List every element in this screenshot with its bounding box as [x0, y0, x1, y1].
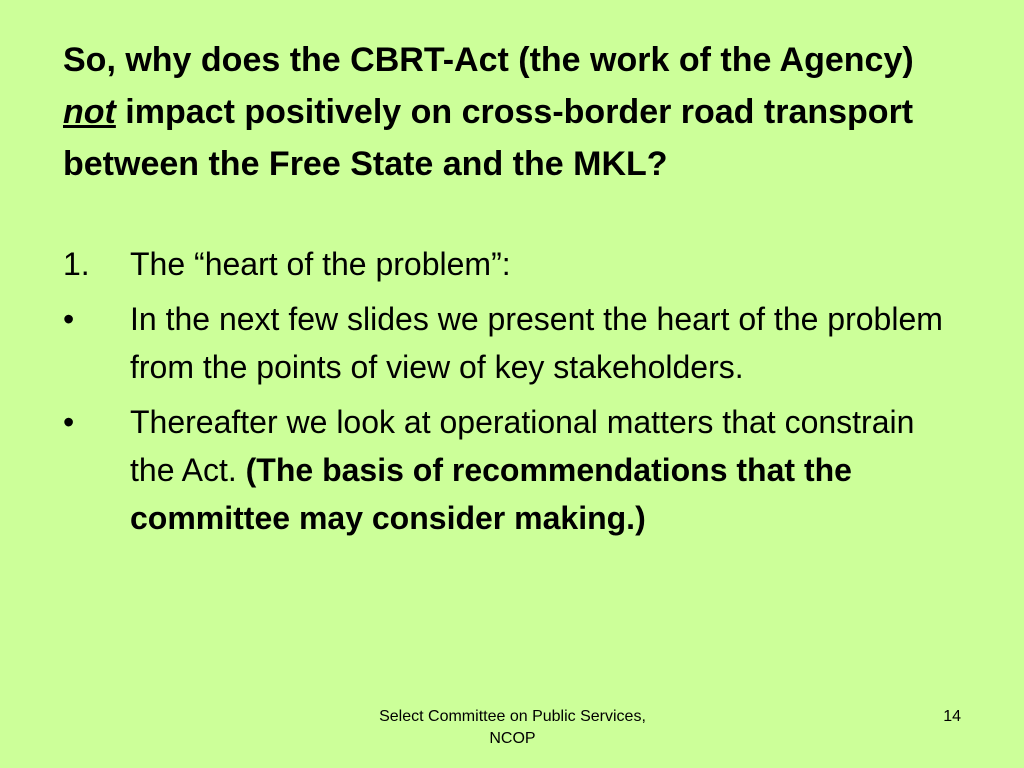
slide-footer: Select Committee on Public Services, NCOP — [379, 708, 646, 747]
item-text: The “heart of the problem”: — [130, 246, 511, 282]
list-item-numbered — [63, 240, 963, 288]
number-marker: 1. — [63, 246, 90, 282]
slide-title — [63, 34, 963, 190]
item-text-regular: Thereafter we look at operational matters that constrain the Act. — [130, 404, 915, 488]
title-part-1: So, why does the CBRT-Act (the work of the Agency) — [63, 41, 914, 79]
item-text-bold: (The basis of recommendations that the committee may consider making.) — [130, 452, 852, 536]
bullet-marker: • — [63, 404, 75, 440]
title-emphasis: not — [63, 93, 116, 131]
list-item-bullet — [63, 398, 963, 542]
item-text: In the next few slides we present the heart of the problem from the points of view of key stakeholders. — [130, 301, 943, 385]
title-part-2: impact positively on cross-border road transport between the Free State and the MKL? — [63, 93, 914, 183]
page-number: 14 — [943, 708, 961, 725]
list-item-bullet — [63, 295, 963, 391]
bullet-marker: • — [63, 301, 75, 337]
item-text — [130, 398, 963, 542]
slide-body — [63, 240, 963, 549]
